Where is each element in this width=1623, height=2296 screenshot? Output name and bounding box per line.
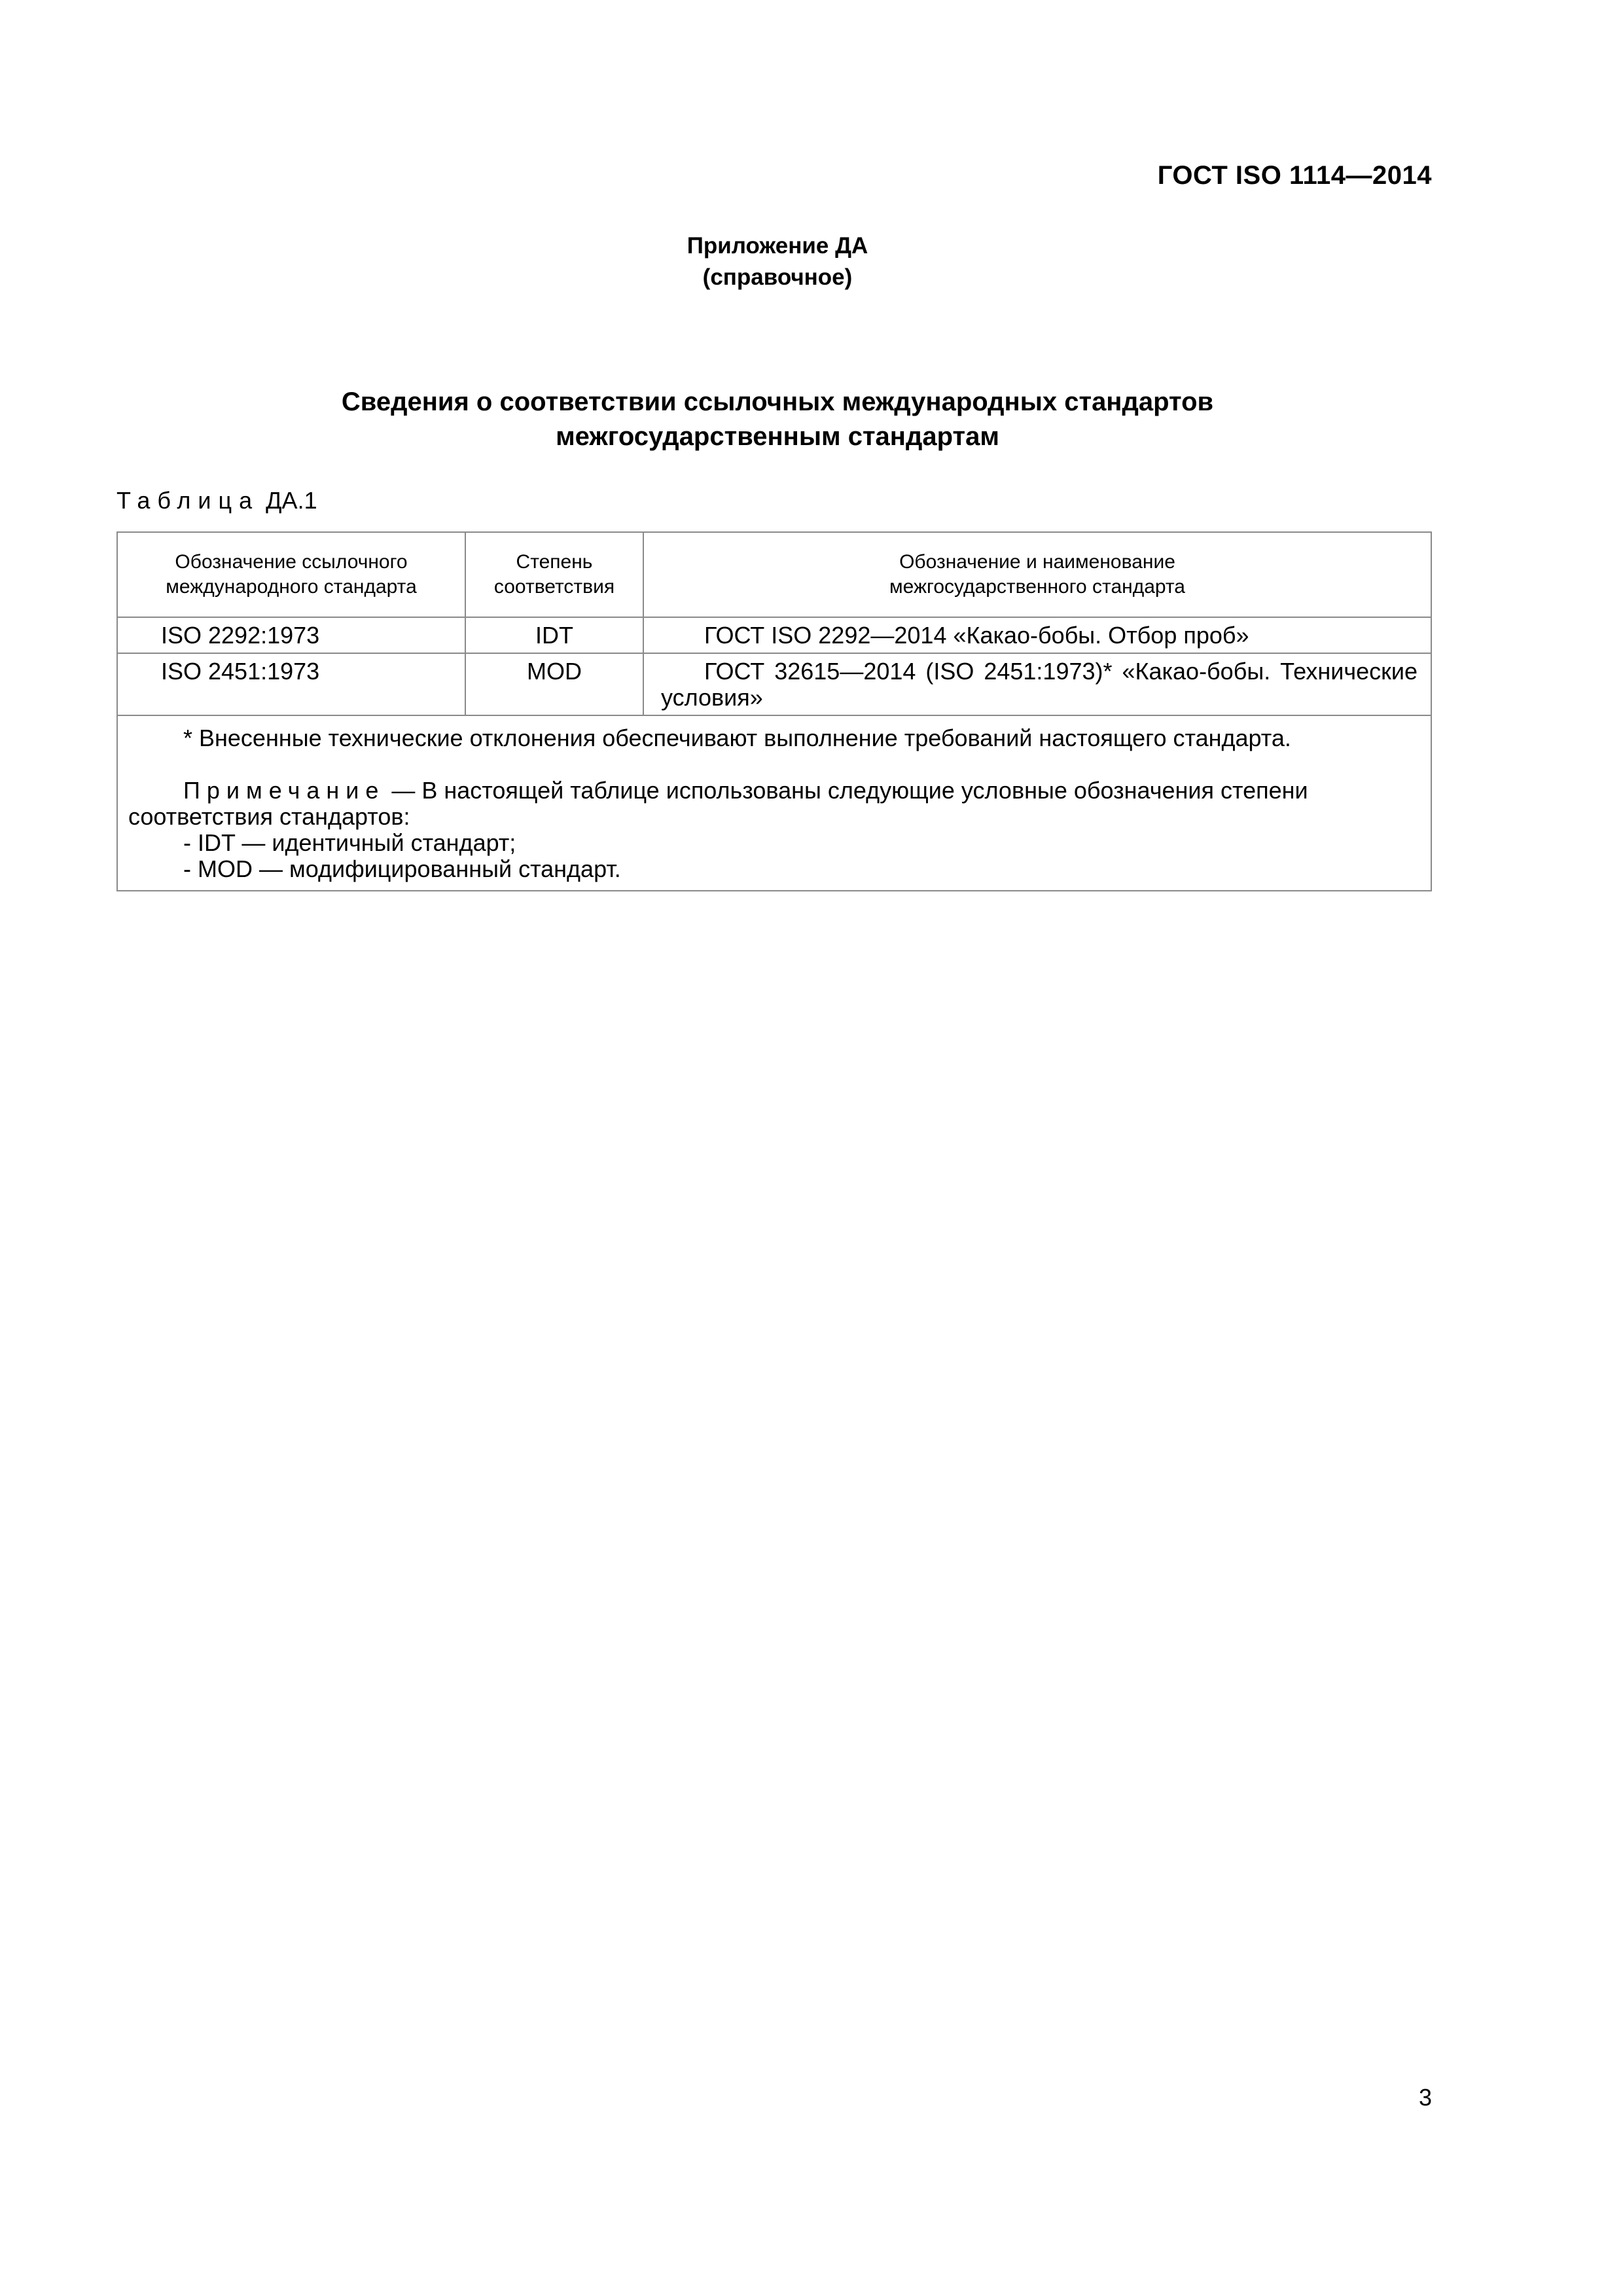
note-text: — В настоящей таблице использованы следующие условные обозначения степени соответствия стандартов:: [128, 777, 1308, 830]
table-caption-label: Таблица: [116, 487, 260, 514]
header-text: Обозначение ссылочного: [175, 551, 408, 573]
page-number: 3: [1418, 2084, 1432, 2111]
cell-reference: ISO 2292:1973: [117, 617, 465, 653]
header-interstate-standard: [643, 532, 1431, 617]
section-title-line-1: Сведения о соответствии ссылочных международных стандартов: [341, 387, 1214, 416]
spacer: [128, 751, 1420, 778]
section-title: [0, 385, 1555, 454]
cell-gost-text: ГОСТ ISO 2292—2014 «Какао-бобы. Отбор проб»: [704, 622, 1249, 649]
header-text: межгосударственного стандарта: [889, 576, 1185, 598]
legend-item-idt: - IDT — идентичный стандарт;: [183, 829, 516, 856]
document-code: ГОСТ ISO 1114—2014: [1157, 161, 1432, 190]
appendix-heading: [0, 230, 1555, 293]
appendix-subtitle: (справочное): [702, 264, 853, 290]
table-caption: [116, 487, 317, 514]
table-row: [117, 653, 1431, 715]
cell-reference: ISO 2451:1973: [117, 653, 465, 715]
cell-degree: IDT: [465, 617, 643, 653]
table-note: [128, 778, 1420, 830]
header-text: международного стандарта: [166, 576, 417, 598]
note-label: Примечание: [183, 777, 385, 804]
legend-item-mod: - MOD — модифицированный стандарт.: [183, 855, 621, 882]
cell-gost: [643, 617, 1431, 653]
table-row: [117, 617, 1431, 653]
cell-gost: [643, 653, 1431, 715]
header-reference-standard: [117, 532, 465, 617]
header-text: соответствия: [493, 576, 615, 598]
table-notes-row: [117, 715, 1431, 891]
table-notes: [117, 715, 1431, 891]
cell-degree: MOD: [465, 653, 643, 715]
cell-gost-text: ГОСТ 32615—2014 (ISO 2451:1973)* «Какао-бобы. Технические условия»: [661, 658, 1418, 711]
correspondence-table: [116, 531, 1432, 891]
table-caption-number: ДА.1: [266, 487, 317, 514]
header-degree: [465, 532, 643, 617]
table-footnote: * Внесенные технические отклонения обеспечивают выполнение требований настоящего стандарта.: [183, 725, 1291, 751]
appendix-title: Приложение ДА: [687, 233, 868, 259]
header-text: Степень: [516, 551, 593, 573]
table-header-row: [117, 532, 1431, 617]
header-text: Обозначение и наименование: [899, 551, 1175, 573]
section-title-line-2: межгосударственным стандартам: [556, 422, 999, 451]
